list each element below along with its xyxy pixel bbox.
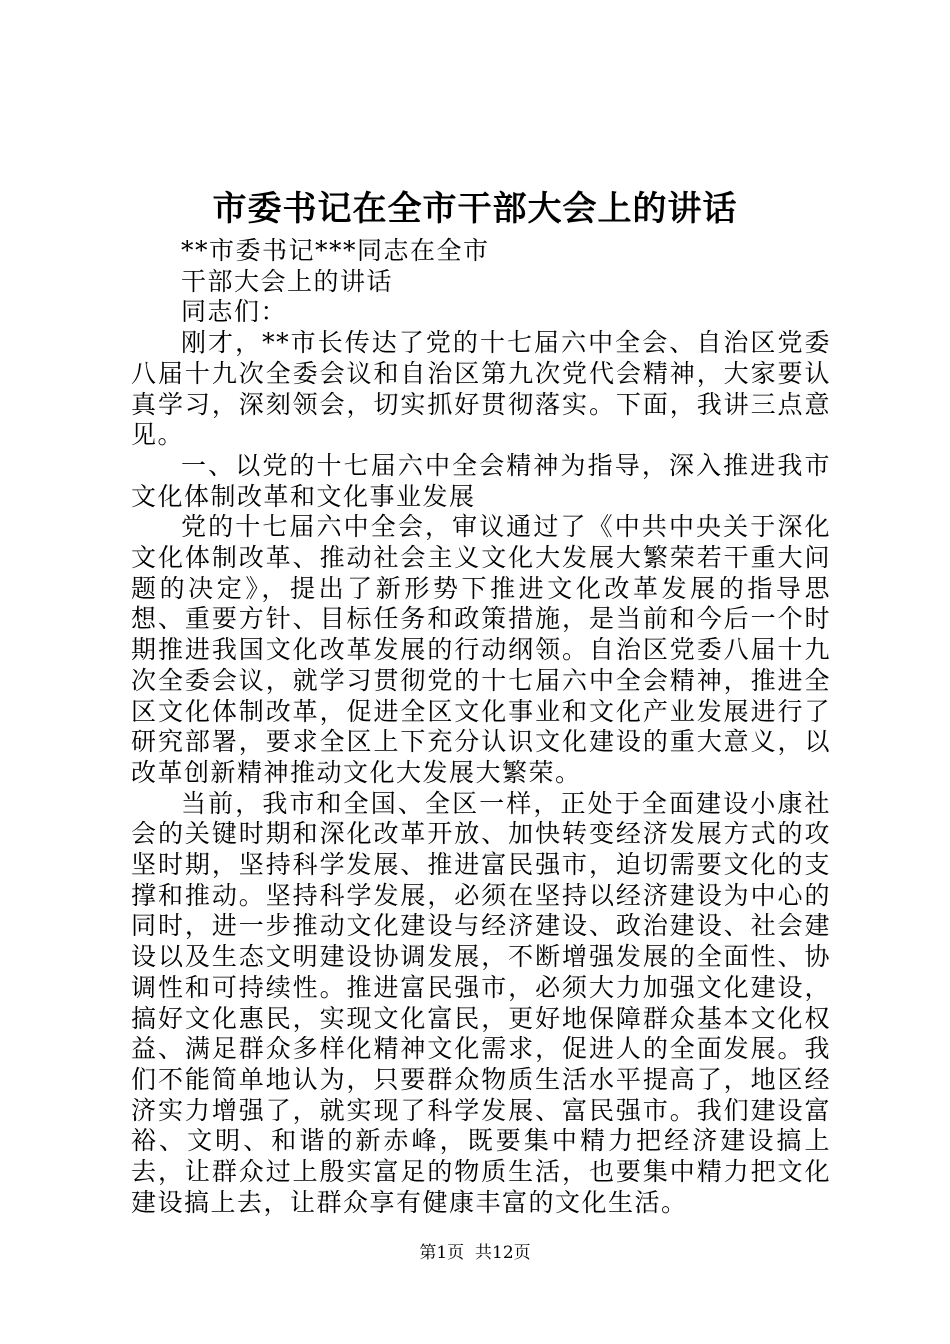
document-title: 市委书记在全市干部大会上的讲话 xyxy=(212,189,738,229)
page-total: 共12页 xyxy=(475,1243,531,1263)
document-body xyxy=(131,236,831,1219)
body-paragraph: 当前，我市和全国、全区一样，正处于全面建设小康社会的关键时期和深化改革开放、加快转变经济发展方式的攻坚时期，坚持科学发展、推进富民强市，迫切需要文化的支撑和推动。坚持科学发展，必须在坚持以经济建设为中心的同时，进一步推动文化建设与经济建设、政治建设、社会建设以及生态文明建设协调发展，不断增强发展的全面性、协调性和可持续性。推进富民强市，必须大力加强文化建设，搞好文化惠民，实现文化富民，更好地保障群众基本文化权益、满足群众多样化精神文化需求，促进人的全面发展。我们不能简单地认为，只要群众物质生活水平提高了，地区经济实力增强了，就实现了科学发展、富民强市。我们建设富裕、文明、和谐的新赤峰，既要集中精力把经济建设搞上去，让群众过上殷实富足的物质生活，也要集中精力把文化建设搞上去，让群众享有健康丰富的文化生活。 xyxy=(131,788,831,1217)
section-heading-1: 一、以党的十七届六中全会精神为指导，深入推进我市文化体制改革和文化事业发展 xyxy=(131,450,831,511)
page-footer xyxy=(0,1241,950,1265)
body-paragraph: 党的十七届六中全会，审议通过了《中共中央关于深化文化体制改革、推动社会主义文化大发展大繁荣若干重大问题的决定》，提出了新形势下推进文化改革发展的指导思想、重要方针、目标任务和政策措施，是当前和今后一个时期推进我国文化改革发展的行动纲领。自治区党委八届十九次全委会议，就学习贯彻党的十七届六中全会精神，推进全区文化体制改革，促进全区文化事业和文化产业发展进行了研究部署，要求全区上下充分认识文化建设的重大意义，以改革创新精神推动文化大发展大繁荣。 xyxy=(131,512,831,787)
salutation: 同志们： xyxy=(181,297,288,327)
speaker-line: **市委书记***同志在全市 xyxy=(181,236,490,265)
intro-paragraph: 刚才，**市长传达了党的十七届六中全会、自治区党委八届十九次全委会议和自治区第九次党代会精神，大家要认真学习，深刻领会，切实抓好贯彻落实。下面，我讲三点意见。 xyxy=(131,328,831,450)
occasion-line: 干部大会上的讲话 xyxy=(181,266,394,296)
page-number: 第1页 xyxy=(419,1243,465,1263)
